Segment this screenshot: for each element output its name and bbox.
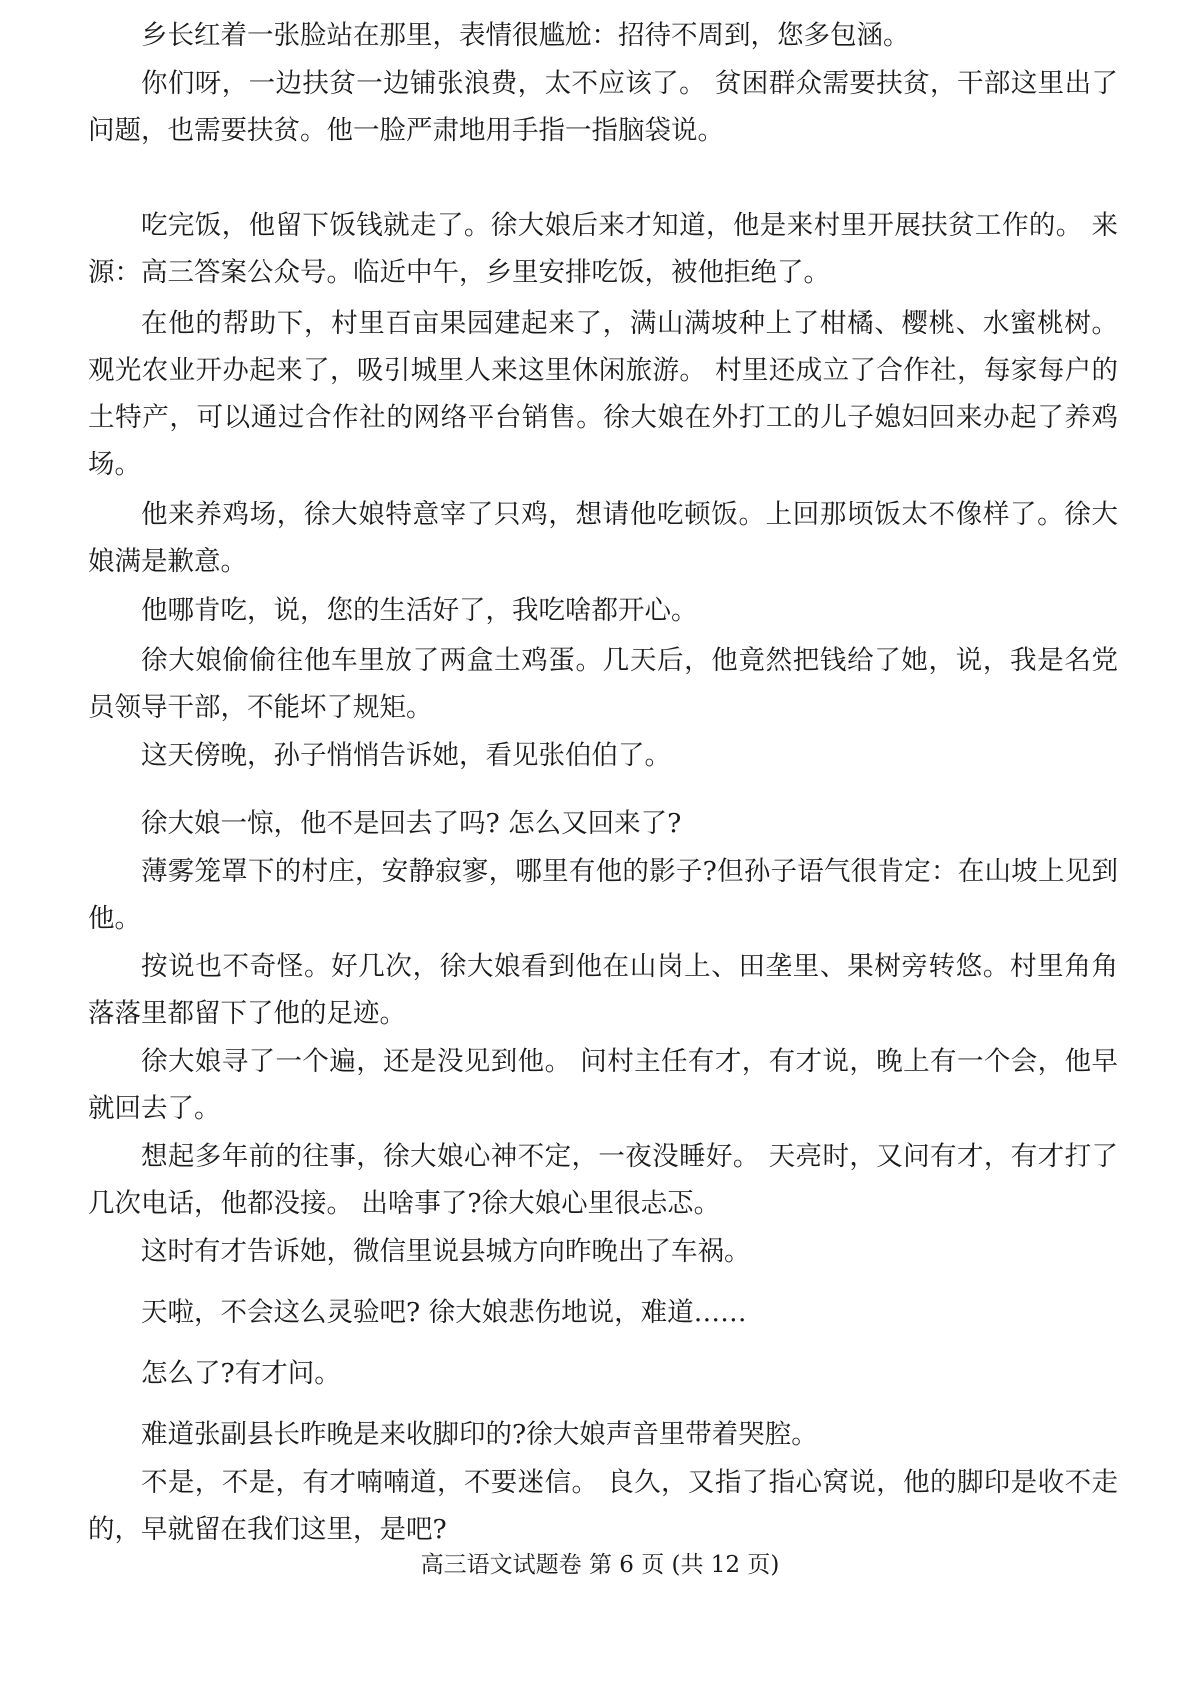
paragraph-7: 徐大娘偷偷往他车里放了两盒土鸡蛋。几天后，他竟然把钱给了她，说，我是名党员领导干部，不能坏了规矩。 (88, 645, 1118, 723)
paragraph-13: 想起多年前的往事，徐大娘心神不定，一夜没睡好。 天亮时，又问有才，有才打了几次电话，他都没接。 出啥事了?徐大娘心里很忐忑。 (88, 1141, 1118, 1219)
paragraph-14: 这时有才告诉她，微信里说县城方向昨晚出了车祸。 (141, 1236, 751, 1267)
paragraph-8: 这天傍晚，孙子悄悄告诉她，看见张伯伯了。 (141, 740, 671, 771)
paragraph-3: 吃完饭，他留下饭钱就走了。徐大娘后来才知道，他是来村里开展扶贫工作的。 来源：高三答案公众号。临近中午，乡里安排吃饭，被他拒绝了。 (88, 210, 1118, 288)
paragraph-5: 他来养鸡场，徐大娘特意宰了只鸡，想请他吃顿饭。上回那顷饭太不像样了。徐大娘满是歉意。 (88, 499, 1118, 577)
page-footer: 高三语文试题卷 第 6 页 (共 12 页) (420, 1552, 780, 1578)
paragraph-1: 乡长红着一张脸站在那里，表情很尴尬：招待不周到，您多包涵。 (141, 20, 910, 51)
paragraph-4: 在他的帮助下，村里百亩果园建起来了，满山满坡种上了柑橘、樱桃、水蜜桃树。 观光农业开办起来了，吸引城里人来这里休闲旅游。 村里还成立了合作社，每家每户的土特产，可以通过合作社的网络平台销售。徐大娘在外打工的儿子媳妇回来办起了养鸡场。 (88, 308, 1118, 480)
paragraph-2: 你们呀，一边扶贫一边铺张浪费，太不应该了。 贫困群众需要扶贫，干部这里出了问题，也需要扶贫。他一脸严肃地用手指一指脑袋说。 (88, 68, 1118, 146)
paragraph-15: 天啦，不会这么灵验吧? 徐大娘悲伤地说，难道…… (141, 1297, 747, 1328)
paragraph-12: 徐大娘寻了一个遍，还是没见到他。 问村主任有才，有才说，晚上有一个会，他早就回去了。 (88, 1046, 1118, 1124)
paragraph-9: 徐大娘一惊，他不是回去了吗? 怎么又回来了? (141, 808, 682, 839)
paragraph-11: 按说也不奇怪。好几次，徐大娘看到他在山岗上、田垄里、果树旁转悠。村里角角落落里都留下了他的足迹。 (88, 951, 1118, 1029)
paragraph-18: 不是，不是，有才喃喃道，不要迷信。 良久，又指了指心窝说，他的脚印是收不走的，早就留在我们这里，是吧? (88, 1467, 1118, 1545)
paragraph-10: 薄雾笼罩下的村庄，安静寂寥，哪里有他的影子?但孙子语气很肯定：在山坡上见到他。 (88, 856, 1118, 934)
paragraph-16: 怎么了?有才问。 (141, 1358, 341, 1389)
paragraph-17: 难道张副县长昨晚是来收脚印的?徐大娘声音里带着哭腔。 (141, 1419, 818, 1450)
paragraph-6: 他哪肯吃，说，您的生活好了，我吃啥都开心。 (141, 595, 698, 626)
